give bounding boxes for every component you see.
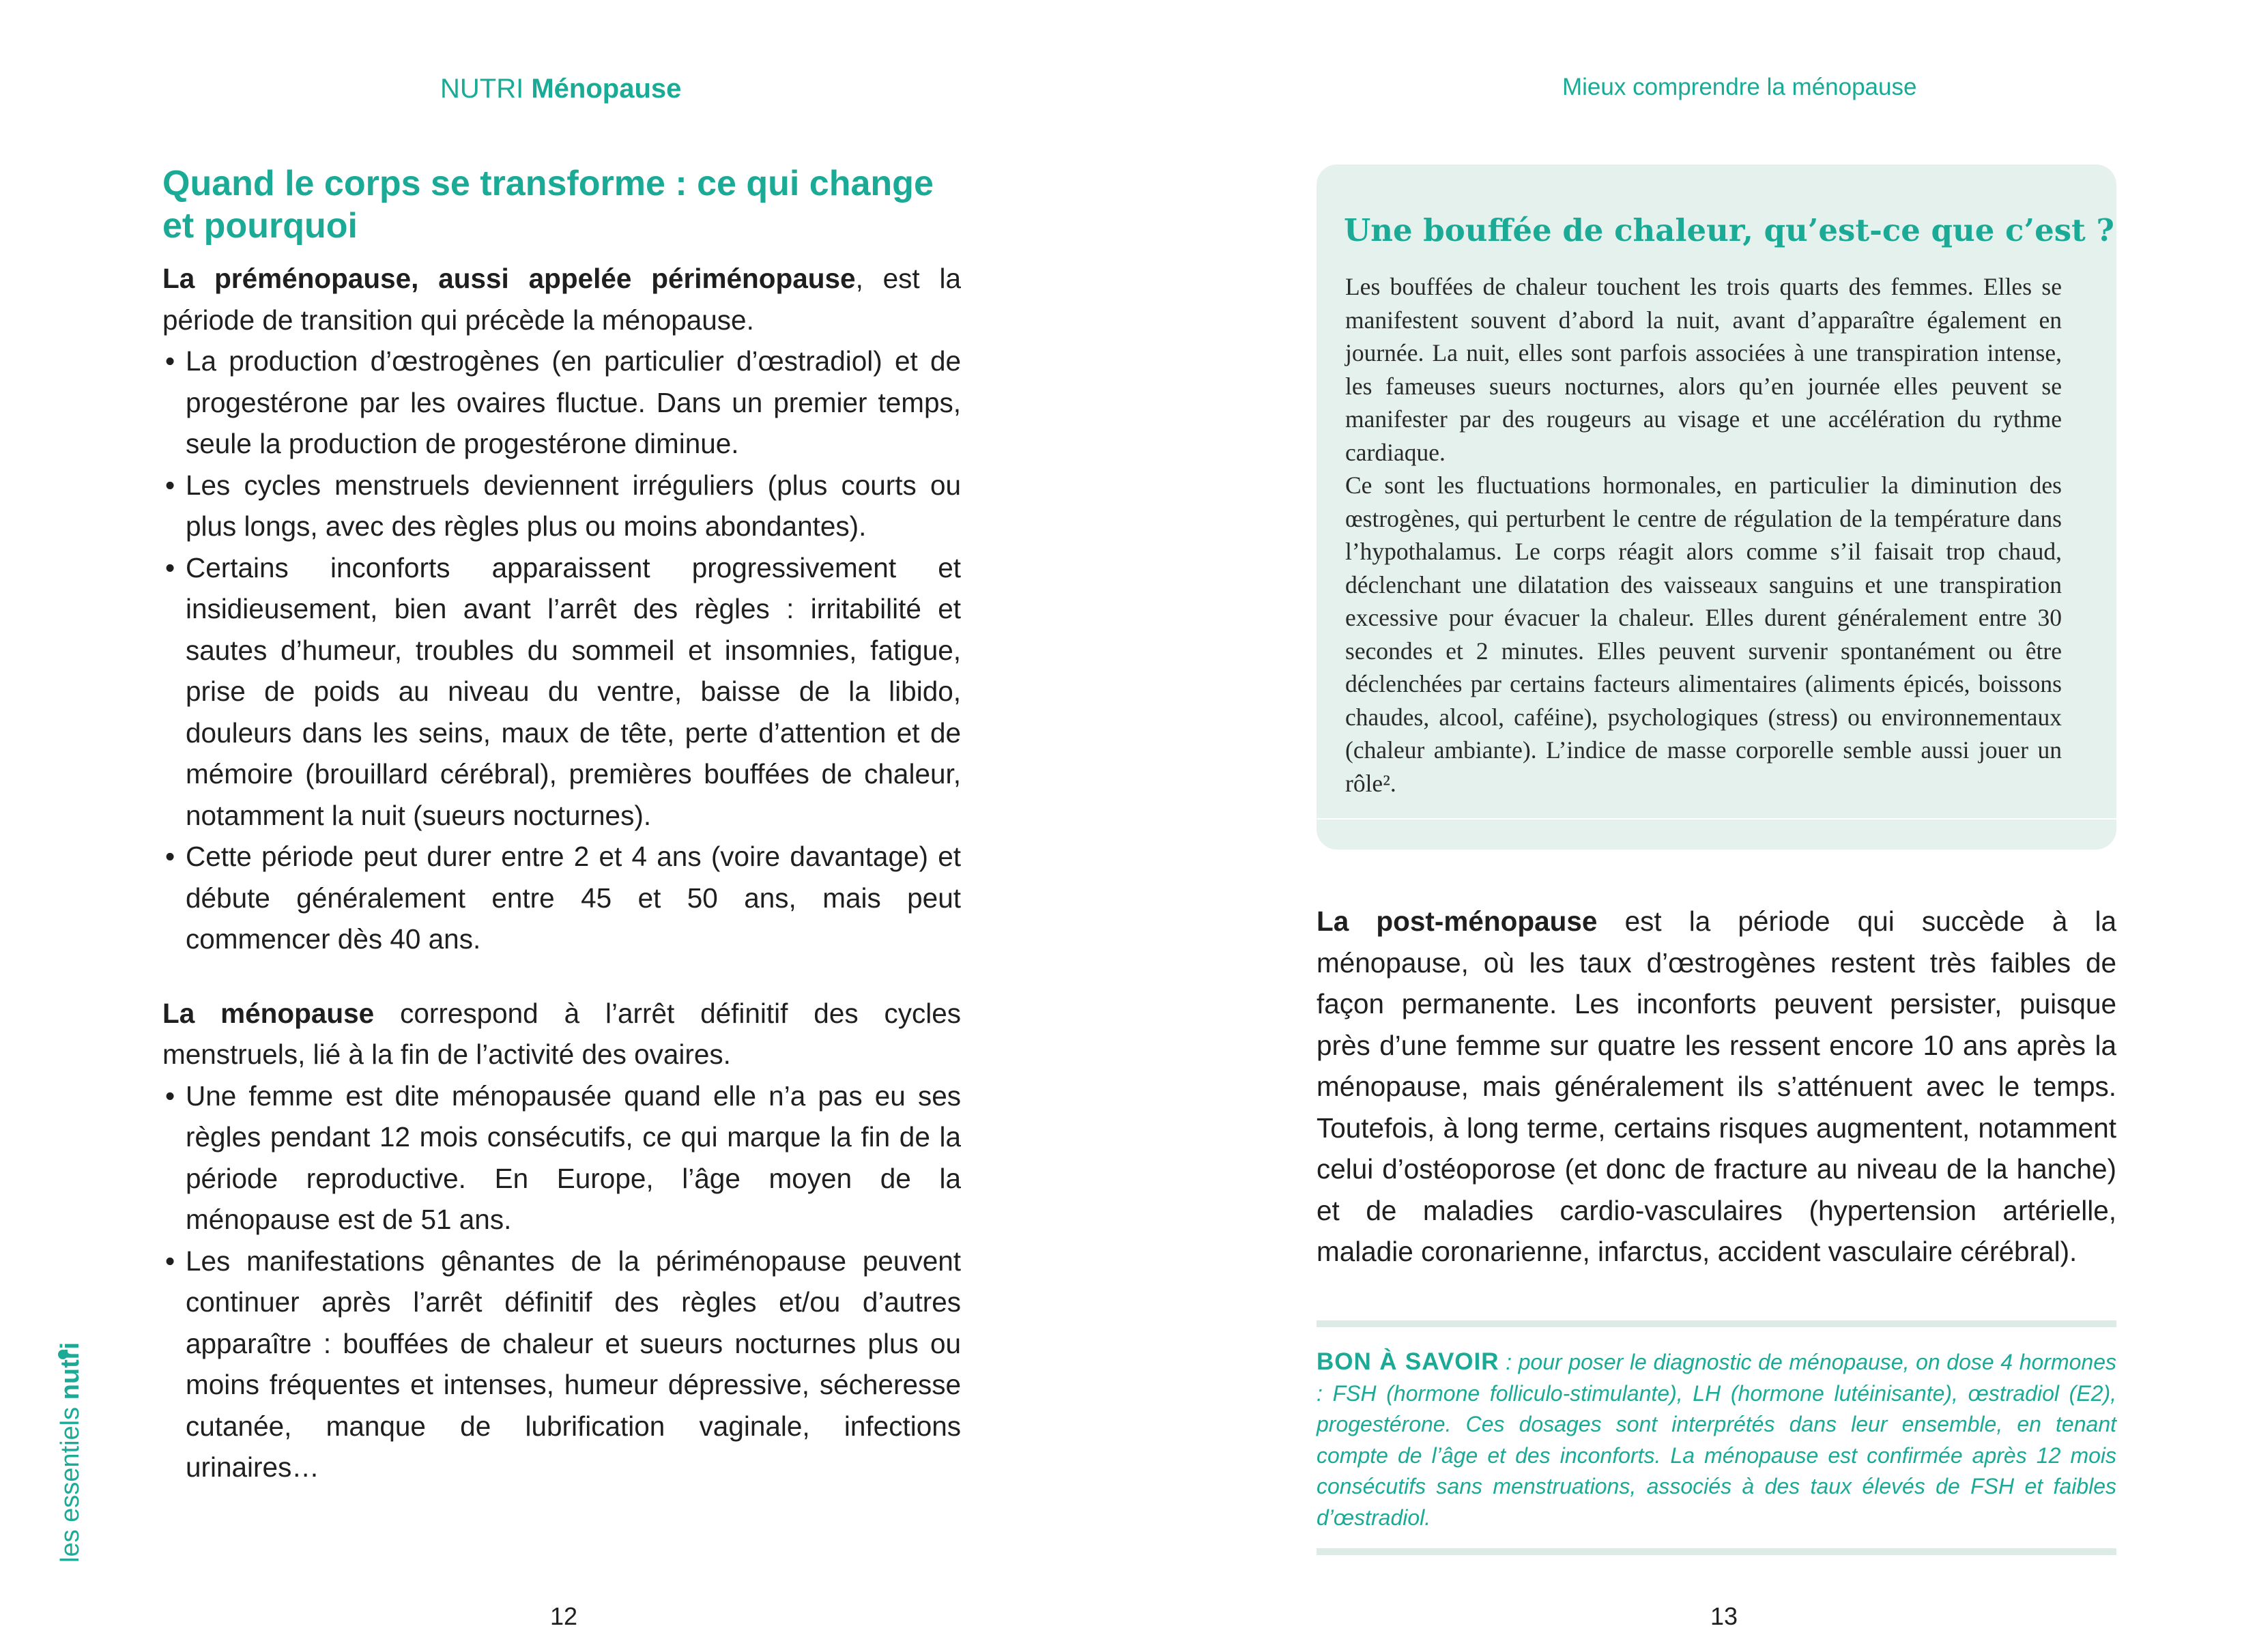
menopause-intro: [162, 993, 961, 1075]
list-item: • Les manifestations gênantes de la périménopause peuvent continuer après l’arrêt définitif des règles et/ou d’autres apparaître : bouffées de chaleur et sueurs nocturnes plus ou moins fréquentes et intenses, humeur dépressive, sécheresse cutanée, manque de lubrification vaginale, infections urinaires…: [162, 1241, 961, 1488]
premenopause-definition: , est la période de transition qui précède la ménopause.: [162, 263, 961, 336]
infobox-paragraph: Les bouffées de chaleur touchent les trois quarts des femmes. Elles se manifestent souvent d’abord la nuit, avant d’apparaître également en journée. La nuit, elles sont parfois associées à une transpiration intense, les fameuses sueurs nocturnes, alors qu’en journée elles peuvent se manifester par des rougeurs au visage et une accélération du rythme cardiaque.: [1345, 273, 2062, 466]
premenopause-intro: [162, 258, 961, 340]
premenopause-term: La préménopause, aussi appelée périménopause: [162, 263, 856, 294]
tip-label: BON À SAVOIR: [1317, 1348, 1499, 1375]
menopause-list: [162, 1075, 961, 1488]
hot-flash-infobox: [1317, 164, 2116, 850]
list-item: • Les cycles menstruels deviennent irréguliers (plus courts ou plus longs, avec des règles plus ou moins abondantes).: [162, 465, 961, 547]
tip-paragraph: [1317, 1346, 2116, 1533]
left-page: [0, 0, 1128, 1652]
page-number-right: 13: [1710, 1602, 1738, 1630]
list-item: • Cette période peut durer entre 2 et 4 ans (voire davantage) et débute généralement entre 45 et 50 ans, mais peut commencer dès 40 ans.: [162, 836, 961, 960]
right-column: [1317, 901, 2116, 1273]
postmenopause-paragraph: [1317, 901, 2116, 1273]
menopause-definition: correspond à l’arrêt définitif des cycles menstruels, lié à la fin de l’activité des ovaires.: [162, 997, 961, 1070]
running-head-series: NUTRI: [440, 74, 524, 104]
infobox-divider: [1317, 818, 2116, 820]
page-number-left: 12: [550, 1602, 578, 1630]
premenopause-list: [162, 340, 961, 960]
list-item: • Certains inconforts apparaissent progressivement et insidieusement, bien avant l’arrêt des règles : irritabilité et sautes d’humeur, troubles du sommeil et insomnies, fatigue, prise de poids au niveau du ventre, baisse de la libido, douleurs dans les seins, maux de tête, perte d’attention et de mémoire (brouillard cérébral), premières bouffées de chaleur, notamment la nuit (sueurs nocturnes).: [162, 547, 961, 837]
spine-collection-label: [56, 1342, 85, 1563]
tip-text: : pour poser le diagnostic de ménopause, on dose 4 hormones : FSH (hormone folliculo-stimulante), LH (hormone lutéinisante), œstradiol (E2), progestérone. Ces dosages sont interprétés dans leur ensemble, en tenant compte de l’âge et des inconforts. La ménopause est confirmée après 12 mois consécutifs sans menstruations, associés à des taux élevés de FSH et faibles d’œstradiol.: [1317, 1350, 2117, 1530]
infobox-title: Une bouffée de chaleur, qu’est-ce que c’est ?: [1344, 212, 2114, 248]
list-item: • La production d’œstrogènes (en particulier d’œstradiol) et de progestérone par les ovaires fluctue. Dans un premier temps, seule la production de progestérone diminue.: [162, 340, 961, 465]
spine-bold: nutri: [56, 1342, 85, 1400]
postmenopause-text: est la période qui succède à la ménopause, où les taux d’œstrogènes restent très faibles de façon permanente. Les inconforts peuvent persister, puisque près d’une femme sur quatre les ressent encore 10 ans après la ménopause, mais généralement ils s’atténuent avec le temps. Toutefois, à long terme, certains risques augmentent, notamment celui d’ostéoporose (et donc de fracture au niveau de la hanche) et de maladies cardio-vasculaires (hypertension artérielle, maladie coronarienne, infarctus, accident vasculaire cérébral).: [1317, 905, 2117, 1267]
running-head-left: [440, 74, 681, 104]
spine-light: les essentiels: [56, 1406, 85, 1563]
good-to-know-box: [1317, 1320, 2116, 1555]
list-item: • Une femme est dite ménopausée quand elle n’a pas eu ses règles pendant 12 mois consécutifs, ce qui marque la fin de la période reproductive. En Europe, l’âge moyen de la ménopause est de 51 ans.: [162, 1075, 961, 1241]
postmenopause-term: La post-ménopause: [1317, 905, 1598, 937]
infobox-paragraph: Ce sont les fluctuations hormonales, en particulier la diminution des œstrogènes, qui perturbent le centre de régulation de la température dans l’hypothalamus. Le corps réagit alors comme s’il faisait trop chaud, déclenchant une dilatation des vaisseaux sanguins et une transpiration excessive pour évacuer la chaleur. Elles durent généralement entre 30 secondes et 2 minutes. Elles peuvent survenir spontanément ou être déclenchées par certains facteurs alimentaires (aliments épicés, boissons chaudes, alcool, caféine), psychologiques (stress) ou environnementaux (chaleur ambiante). L’indice de masse corporelle semble aussi jouer un rôle².: [1345, 472, 2062, 797]
infobox-body: [1345, 270, 2062, 800]
menopause-term: La ménopause: [162, 997, 375, 1029]
section-title: Quand le corps se transforme : ce qui change et pourquoi: [162, 164, 934, 246]
right-page: [1128, 0, 2257, 1652]
running-head-book-title: Ménopause: [531, 74, 682, 104]
left-column: [162, 258, 961, 1488]
running-head-right: Mieux comprendre la ménopause: [1562, 74, 1917, 100]
